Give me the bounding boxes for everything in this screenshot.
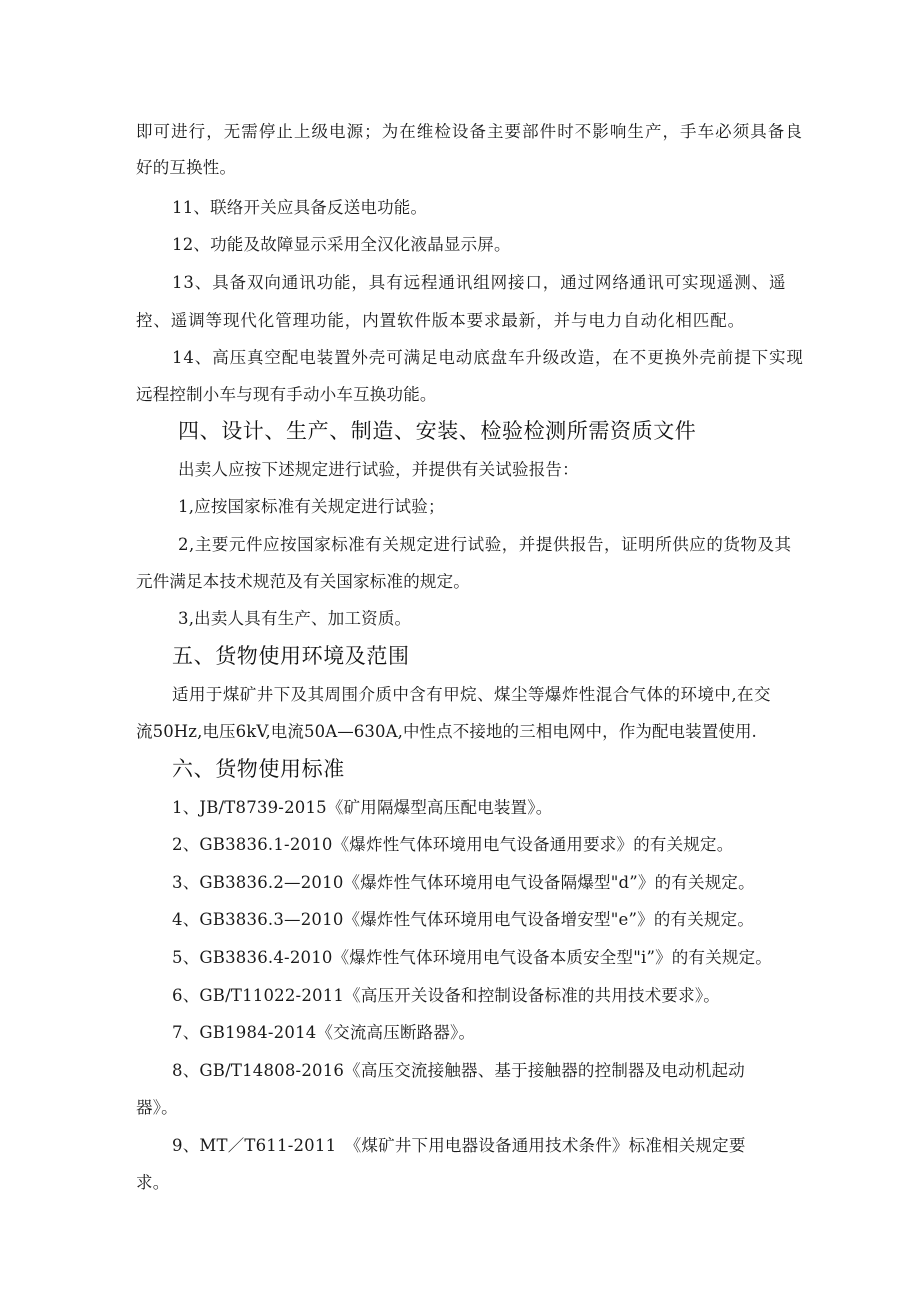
standard-7: 7、GB1984-2014《交流高压断路器》。	[172, 1023, 476, 1042]
item-13-line-1: 13、具备双向通讯功能，具有远程通讯组网接口，通过网络通讯可实现遥测、遥	[172, 273, 787, 292]
standard-8-line-1: 8、GB/T14808-2016《高压交流接触器、基于接触器的控制器及电动机起动	[172, 1061, 745, 1080]
section-5-heading: 五、货物使用环境及范围	[172, 644, 410, 668]
section-4-intro: 出卖人应按下述规定进行试验，并提供有关试验报告：	[178, 460, 579, 479]
standard-1: 1、JB/T8739-2015《矿用隔爆型高压配电装置》。	[172, 798, 553, 817]
section-4-item-2-line-2: 元件满足本技术规范及有关国家标准的规定。	[136, 572, 470, 591]
standard-4: 4、GB3836.3—2010《爆炸性气体环境用电气设备增安型"e”》的有关规定。	[172, 910, 755, 929]
standard-6: 6、GB/T11022-2011《高压开关设备和控制设备标准的共用技术要求》。	[172, 986, 720, 1005]
item-12: 12、功能及故障显示采用全汉化液晶显示屏。	[172, 235, 511, 254]
paragraph-10-line-1: 即可进行，无需停止上级电源；为在维检设备主要部件时不影响生产，手车必须具备良	[136, 122, 803, 141]
paragraph-10-line-2: 好的互换性。	[136, 158, 237, 177]
item-14-line-1: 14、高压真空配电装置外壳可满足电动底盘车升级改造，在不更换外壳前提下实现	[172, 348, 804, 367]
section-4-item-2-line-1: 2,主要元件应按国家标准有关规定进行试验，并提供报告，证明所供应的货物及其	[178, 535, 792, 554]
standard-9-line-2: 求。	[136, 1173, 170, 1192]
item-13-line-2: 控、遥调等现代化管理功能，内置软件版本要求最新，并与电力自动化相匹配。	[136, 311, 745, 330]
standard-3: 3、GB3836.2—2010《爆炸性气体环境用电气设备隔爆型"d”》的有关规定。	[172, 873, 755, 892]
standard-9-line-1: 9、MT／T611-2011 《煤矿井下用电器设备通用技术条件》标准相关规定要	[172, 1136, 746, 1155]
item-11: 11、联络开关应具备反送电功能。	[172, 198, 428, 217]
section-6-heading: 六、货物使用标准	[172, 757, 345, 781]
section-4-heading: 四、设计、生产、制造、安装、检验检测所需资质文件	[178, 419, 697, 443]
section-5-line-1: 适用于煤矿井下及其周围介质中含有甲烷、煤尘等爆炸性混合气体的环境中,在交	[172, 685, 771, 704]
standard-5: 5、GB3836.4-2010《爆炸性气体环境用电气设备本质安全型"i”》的有关规定。	[172, 948, 773, 967]
section-4-item-1: 1,应按国家标准有关规定进行试验；	[178, 497, 445, 516]
section-4-item-3: 3,出卖人具有生产、加工资质。	[178, 609, 412, 628]
standard-8-line-2: 器》。	[136, 1098, 178, 1117]
item-14-line-2: 远程控制小车与现有手动小车互换功能。	[136, 385, 437, 404]
standard-2: 2、GB3836.1-2010《爆炸性气体环境用电气设备通用要求》的有关规定。	[172, 835, 734, 854]
section-5-line-2: 流50Hz,电压6kV,电流50A—630A,中性点不接地的三相电网中，作为配电装置使用.	[136, 722, 757, 741]
